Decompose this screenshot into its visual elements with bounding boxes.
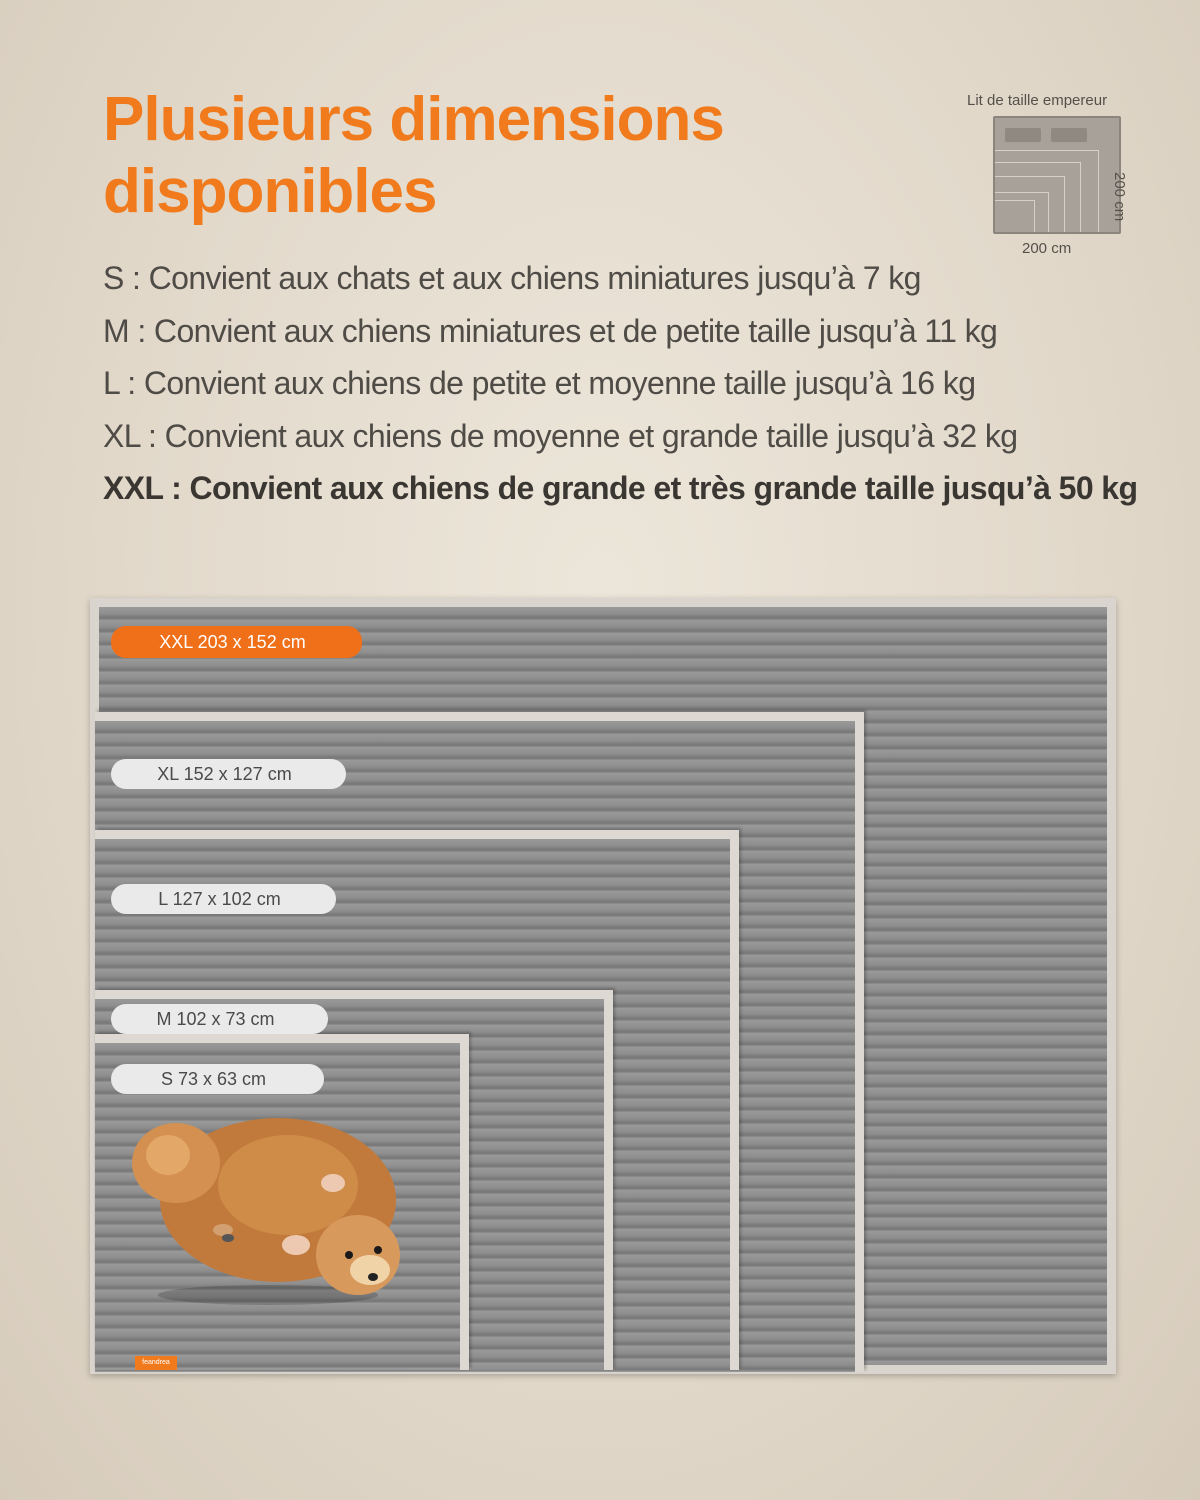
size-item-s: S : Convient aux chats et aux chiens miniatures jusqu’à 7 kg [103,260,921,296]
size-item-xxl: XXL : Convient aux chiens de grande et très grande taille jusqu’à 50 kg [103,470,1138,506]
emperor-bed-diagram [960,92,1160,262]
emperor-bed-width: 200 cm [1022,240,1072,257]
emperor-bed-height: 200 cm [1111,172,1128,222]
size-outline-s [995,200,1035,232]
title-line-1: Plusieurs dimensions [103,85,724,154]
brand-tag: feandrea [135,1356,177,1370]
size-item-l: L : Convient aux chiens de petite et moyenne taille jusqu’à 16 kg [103,365,976,401]
page-title [103,84,724,228]
mat-label-s: S 73 x 63 cm [111,1064,324,1094]
size-item-xl: XL : Convient aux chiens de moyenne et grande taille jusqu’à 32 kg [103,417,1018,454]
emperor-bed-icon [993,116,1121,234]
pomeranian-dog-image [128,1105,408,1305]
mat-label-l: L 127 x 102 cm [111,884,336,914]
size-item-m: M : Convient aux chiens miniatures et de petite taille jusqu’à 11 kg [103,312,998,349]
mat-label-m: M 102 x 73 cm [111,1004,328,1034]
mat-label-xl: XL 152 x 127 cm [111,759,346,789]
pillow-icon [1005,128,1041,142]
mat-label-xxl: XXL 203 x 152 cm [111,626,362,658]
emperor-bed-caption: Lit de taille empereur [967,92,1108,109]
title-line-2: disponibles [103,157,437,226]
size-list [103,252,1137,515]
pillow-icon [1051,128,1087,142]
